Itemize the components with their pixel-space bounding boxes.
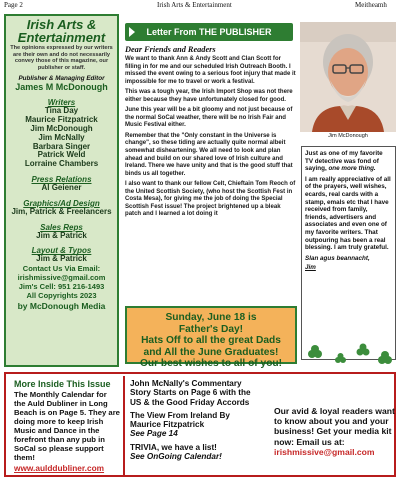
fathers-day-line: Our best wishes to all of you! xyxy=(139,358,283,370)
photo-caption: Jim McDonough xyxy=(328,133,368,139)
writer-name: Jim McNally xyxy=(38,132,85,142)
sales-name: Jim & Patrick xyxy=(36,230,87,240)
writer-name: Jim McDonough xyxy=(30,123,93,133)
writer-name: Tina Day xyxy=(44,106,79,116)
letter-paragraph: Remember that the "Only constant in the Universe is change", so these tiding are actually quite normal albeit somewhat disheartening. We all need to look and plan ahead and build on our shared love of Irish culture and Ireland. There we have unity and that is the good stuff that binds us all together. xyxy=(125,132,293,177)
story-item: John McNally's Commentary Story Starts on Page 6 with the US & the Good Friday Accords xyxy=(130,379,251,407)
page-number: Page 2 xyxy=(4,1,23,9)
signoff: Slan agus beannacht, xyxy=(305,254,370,262)
graphics-name: Jim, Patrick & Freelancers xyxy=(11,206,112,216)
press-heading: Press Relations xyxy=(31,174,92,184)
letter-banner xyxy=(125,23,293,41)
divider xyxy=(123,376,125,476)
signature: Jim xyxy=(305,264,316,272)
letter-paragraph: This was a tough year, the Irish Import Shop was not there either because they have unfortunately closed for good. xyxy=(125,89,293,103)
letter-paragraph: June this year will be a bit gloomy and not just because of the normal SoCal weather, there will be no Irish Fair and Music Festival either. xyxy=(125,107,293,129)
month-name: Meitheamh xyxy=(355,1,387,9)
more-inside-body: The Monthly Calendar for the Auld Dubliner in Long Beach is on Page 5. They are doing more to keep Irish Music and Dance in the forefront than any pub in SoCal so please support them! xyxy=(14,390,120,462)
letter-paragraph: We want to thank Ann & Andy Scott and Clan Scott for filling in for me and our scheduled Irish Outreach Booth. I missed the event owing to a serious foot injury that made it impossible for me to travel or work a festival. xyxy=(125,56,296,85)
story-link: See OnGoing Calendar! xyxy=(130,452,222,462)
more-inside-title: More Inside This Issue xyxy=(14,379,111,389)
press-name: Al Geiener xyxy=(41,182,82,192)
publication-name: Irish Arts & Entertainment xyxy=(157,1,232,9)
letter-body xyxy=(125,56,297,222)
more-inside-box xyxy=(4,372,396,477)
promo-text: Our avid & loyal readers want to know about you and your business! Get your media kit now: Email us at: xyxy=(274,406,395,447)
publisher-role: Publisher & Managing Editor xyxy=(18,75,105,83)
shamrock-decoration xyxy=(298,340,398,370)
side-note-quote: one more thing. xyxy=(328,165,376,173)
letter-paragraph: I also want to thank our fellow Celt, Chieftain Tom Reoch of the United Scottish Society, (who host the Scottish Fest in Costa Mesa), for giving me the job of doing the Special Scottish Fest issue! The project brightened up a bleak patch and I learned a lot doing it xyxy=(125,181,296,218)
publisher-photo xyxy=(300,22,396,132)
writer-name: Maurice Fitzpatrick xyxy=(25,115,98,125)
letter-greeting: Dear Friends and Readers xyxy=(125,45,216,54)
side-note-intro: Just as one of my favorite TV detective was fond of saying, xyxy=(305,150,383,173)
side-note xyxy=(301,146,396,360)
copyright: All Copyrights 2023 xyxy=(26,291,97,301)
fathers-day-line: Sunday, June 18 is xyxy=(165,312,257,323)
brand-line-2: Entertainment xyxy=(17,30,106,45)
graphics-heading: Graphics/Ad Design xyxy=(23,198,100,208)
sales-heading: Sales Reps xyxy=(40,222,83,232)
brand-line-1: Irish Arts & xyxy=(26,17,97,32)
contact-line: Contact Us Via Email: xyxy=(22,264,101,274)
media-kit-promo xyxy=(274,406,396,457)
banner-text: Letter From THE PUBLISHER xyxy=(146,27,272,37)
story-page: See Page 14 xyxy=(130,429,178,439)
writer-name: Barbara Singer xyxy=(32,141,91,151)
arrow-icon xyxy=(129,27,135,37)
layout-name: Jim & Patrick xyxy=(36,254,87,264)
disclaimer: The opinions expressed by our writers are their own and do not necessarily convey those of this magazine, our publisher or staff. xyxy=(10,45,113,71)
fathers-day-line: Hats Off to all the great Dads xyxy=(141,335,281,347)
contact-email[interactable]: irishmissive@gmail.com xyxy=(17,273,106,283)
fathers-day-line: Father's Day! xyxy=(178,323,244,335)
portrait-image xyxy=(300,22,396,132)
story-list xyxy=(130,379,260,461)
fathers-day-box xyxy=(125,306,297,370)
story-item: The View From Ireland By Maurice Fitzpatrick xyxy=(130,410,230,430)
layout-heading: Layout & Typos xyxy=(31,246,92,256)
page-header xyxy=(0,0,400,12)
writer-name: Lorraine Chambers xyxy=(24,159,99,169)
promo-email[interactable]: irishmissive@gmail.com xyxy=(274,446,375,457)
masthead xyxy=(4,14,119,367)
phone-line: Jim's Cell: 951 216-1493 xyxy=(18,282,105,292)
publisher-name: James M McDonough xyxy=(15,82,108,93)
writers-heading: Writers xyxy=(47,98,76,108)
fathers-day-line: and All the June Graduates! xyxy=(143,346,279,358)
writer-name: Patrick Weld xyxy=(37,150,86,160)
story-item: TRIVIA, we have a list! xyxy=(130,442,217,452)
side-note-body: I am really appreciative of all of the prayers, well wishes, ecards, real cards with a stamp, emals etc that I have received from family, friends, advertisers and associates and even one of my favorite writers. That outpouring has been a real blessing. I am truly grateful. xyxy=(305,175,391,252)
by-line: by McDonough Media xyxy=(17,301,106,312)
auld-dubliner-link[interactable]: www.aulddubliner.com xyxy=(14,463,105,473)
